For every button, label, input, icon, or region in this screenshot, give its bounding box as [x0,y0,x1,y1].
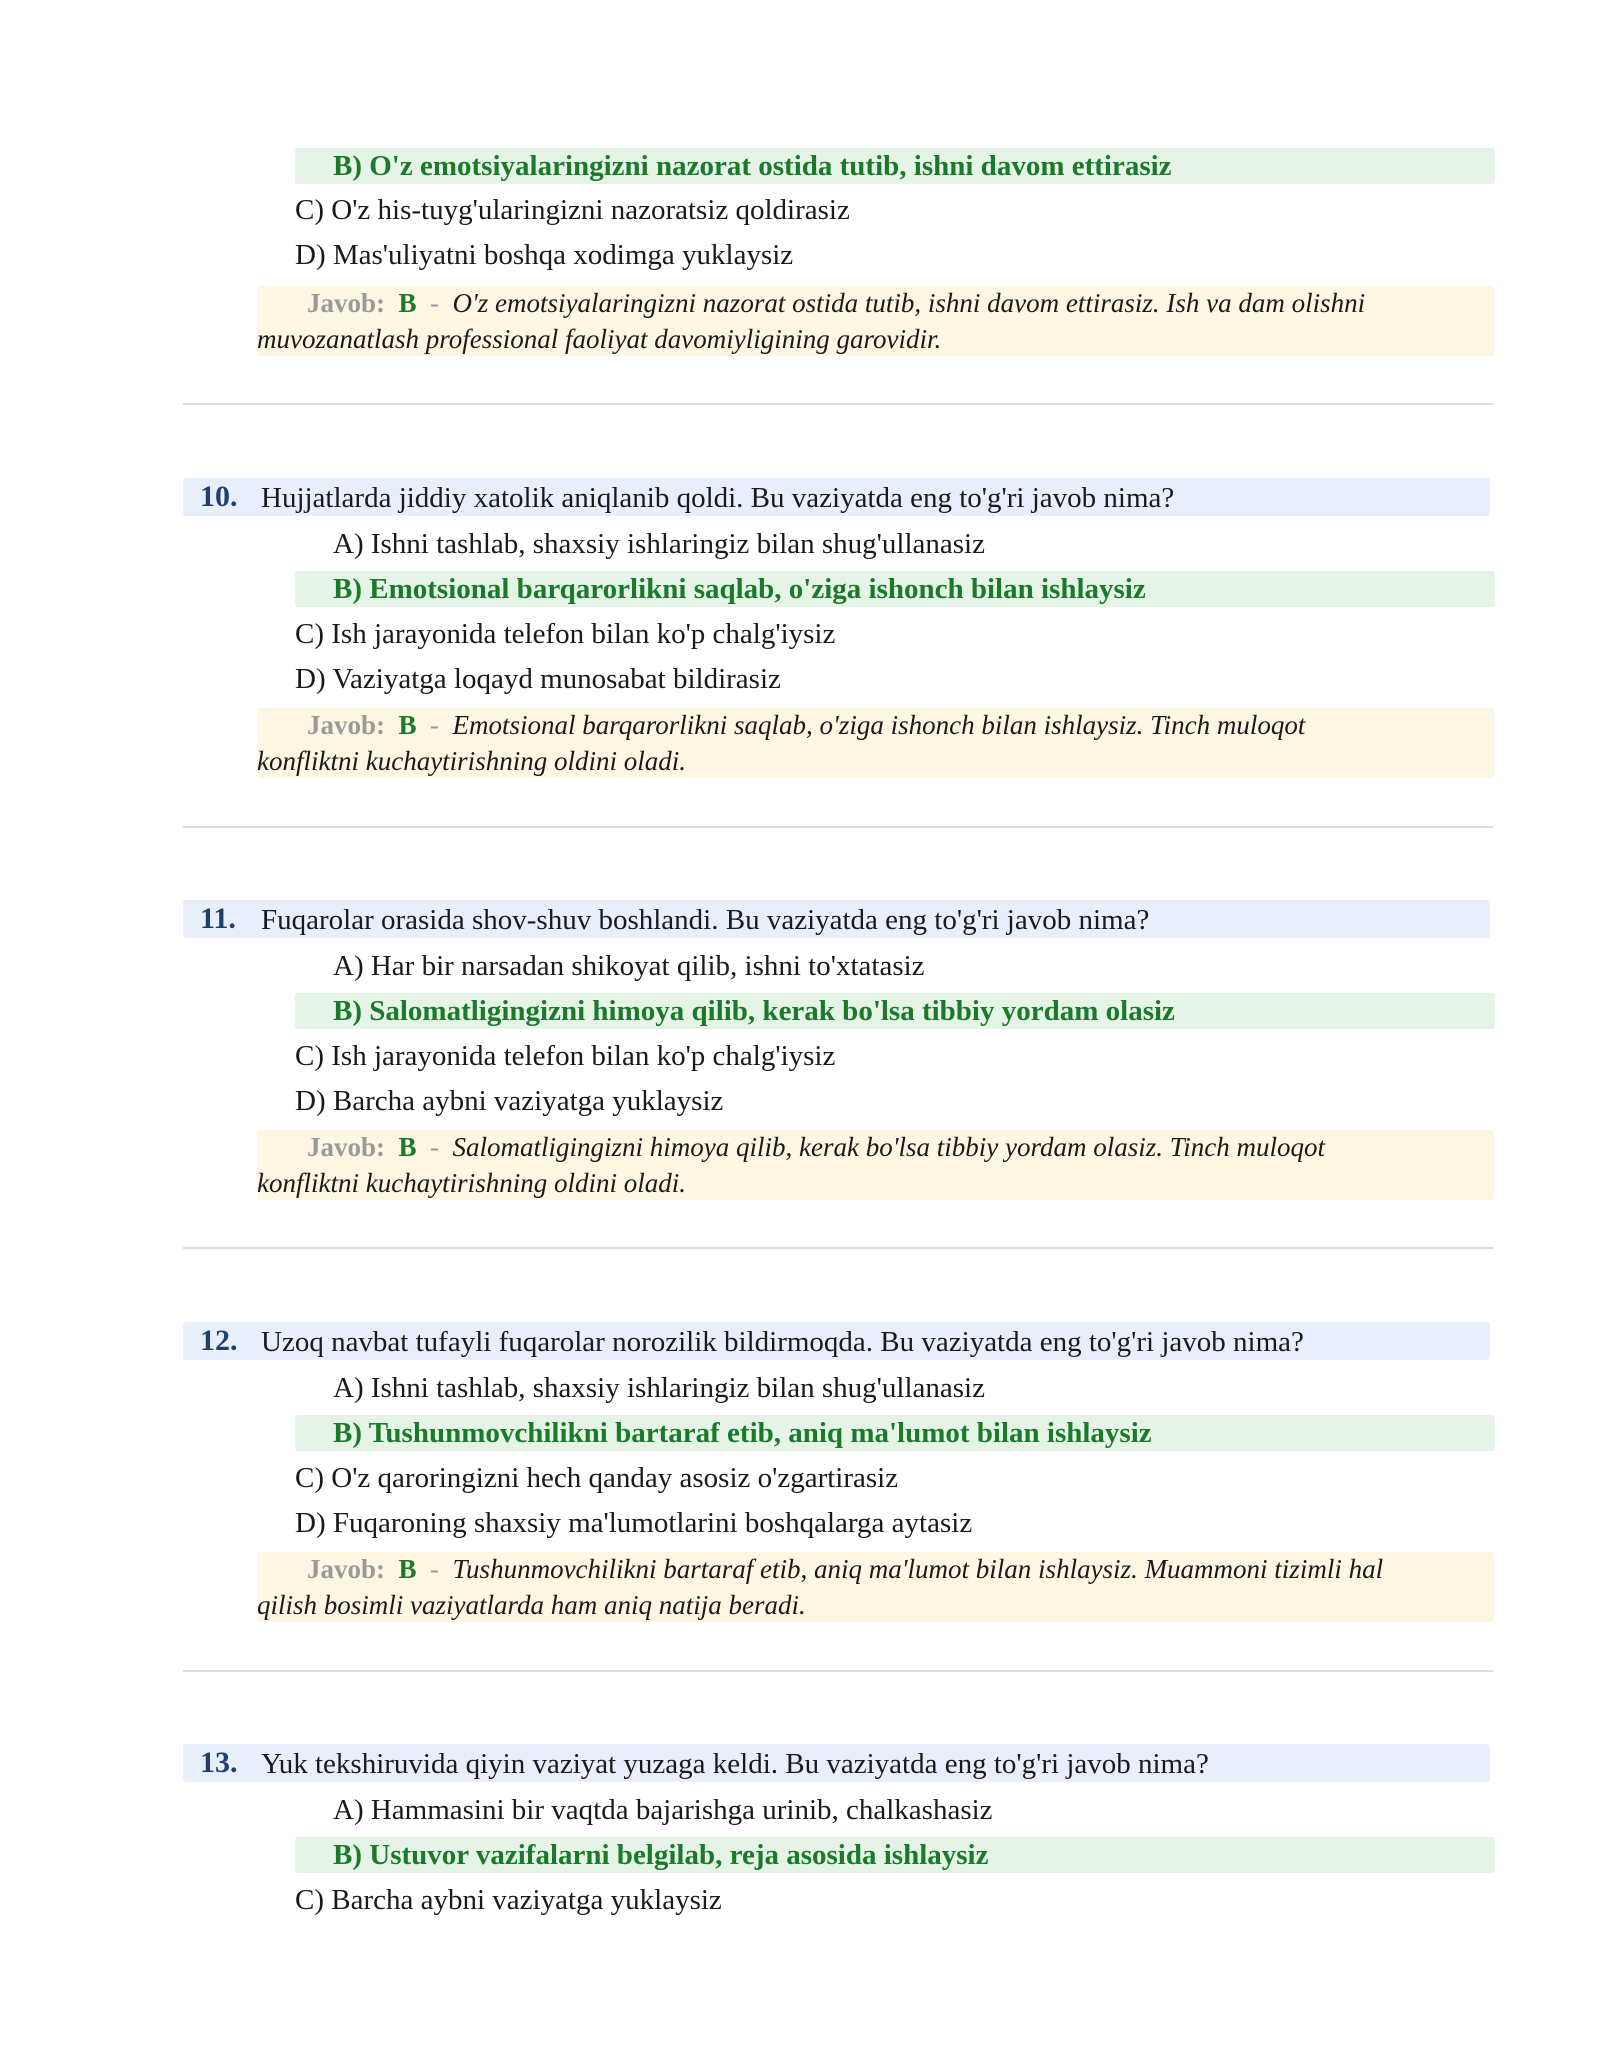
answer-letter: B [398,710,417,740]
question-header [183,1744,1490,1782]
answer-box [257,708,1494,778]
answer-letter: B [398,288,417,318]
answer-explanation-1: Emotsional barqarorlikni saqlab, o'ziga ishonch bilan ishlaysiz. Tinch muloqot [452,710,1306,740]
answer-explanation-1: Salomatligingizni himoya qilib, kerak bo'lsa tibbiy yordam olasiz. Tinch muloqot [452,1132,1326,1162]
option-d: D) Barcha aybni vaziyatga yuklaysiz [295,1085,724,1117]
option-b-label: B) Ustuvor vazifalarni belgilab, reja asosida ishlaysiz [333,1839,989,1871]
option-a: A) Ishni tashlab, shaxsiy ishlaringiz bilan shug'ullanasiz [333,1372,985,1404]
correct-option [295,993,1495,1029]
question-number: 13. [200,1746,238,1779]
answer-dash: - [430,288,440,318]
option-a: A) Har bir narsadan shikoyat qilib, ishni to'xtatasiz [333,950,925,982]
question-text: Fuqarolar orasida shov-shuv boshlandi. Bu vaziyatda eng to'g'ri javob nima? [261,904,1150,936]
answer-explanation-2: muvozanatlash professional faoliyat davomiyligining garovidir. [257,324,942,354]
question-header [183,1322,1490,1360]
answer-label: Javob: [307,288,386,318]
divider [183,403,1493,405]
answer-dash: - [430,1132,440,1162]
answer-box [257,1552,1494,1622]
question-text: Hujjatlarda jiddiy xatolik aniqlanib qoldi. Bu vaziyatda eng to'g'ri javob nima? [261,482,1175,514]
answer-explanation-2: konfliktni kuchaytirishning oldini oladi. [257,1168,686,1198]
option-d: D) Vaziyatga loqayd munosabat bildirasiz [295,663,781,695]
option-d: D) Fuqaroning shaxsiy ma'lumotlarini boshqalarga aytasiz [295,1507,973,1539]
option-b-label: B) Tushunmovchilikni bartaraf etib, aniq ma'lumot bilan ishlaysiz [333,1417,1152,1449]
question-number: 12. [200,1324,238,1357]
option-d: D) Mas'uliyatni boshqa xodimga yuklaysiz [295,239,794,271]
correct-option [295,571,1495,607]
answer-label: Javob: [307,710,386,740]
answer-line-1 [307,286,1365,320]
answer-dash: - [430,710,440,740]
option-c: C) O'z his-tuyg'ularingizni nazoratsiz qoldirasiz [295,194,850,226]
option-a: A) Ishni tashlab, shaxsiy ishlaringiz bilan shug'ullanasiz [333,528,985,560]
option-c: C) Barcha aybni vaziyatga yuklaysiz [295,1884,722,1916]
option-c: C) O'z qaroringizni hech qanday asosiz o'zgartirasiz [295,1462,899,1494]
answer-box [257,286,1494,356]
option-b-label: B) O'z emotsiyalaringizni nazorat ostida tutib, ishni davom ettirasiz [333,150,1172,182]
divider [183,1670,1493,1672]
question-number: 11. [200,902,236,935]
option-a: A) Hammasini bir vaqtda bajarishga urinib, chalkashasiz [333,1794,993,1826]
divider [183,826,1493,828]
question-text: Yuk tekshiruvida qiyin vaziyat yuzaga keldi. Bu vaziyatda eng to'g'ri javob nima? [261,1748,1209,1780]
question-header [183,478,1490,516]
answer-line-1 [307,708,1305,742]
option-c: C) Ish jarayonida telefon bilan ko'p chalg'iysiz [295,1040,836,1072]
correct-option [295,1415,1495,1451]
option-c: C) Ish jarayonida telefon bilan ko'p chalg'iysiz [295,618,836,650]
answer-label: Javob: [307,1554,386,1584]
answer-explanation-1: Tushunmovchilikni bartaraf etib, aniq ma'lumot bilan ishlaysiz. Muammoni tizimli hal [452,1554,1384,1584]
answer-box [257,1130,1494,1200]
divider [183,1247,1493,1249]
answer-line-1 [307,1552,1383,1586]
answer-explanation-2: konfliktni kuchaytirishning oldini oladi. [257,746,686,776]
correct-option [295,148,1495,184]
answer-letter: B [398,1554,417,1584]
answer-letter: B [398,1132,417,1162]
answer-dash: - [430,1554,440,1584]
correct-option [295,1837,1495,1873]
option-b-label: B) Salomatligingizni himoya qilib, kerak bo'lsa tibbiy yordam olasiz [333,995,1175,1027]
answer-label: Javob: [307,1132,386,1162]
question-number: 10. [200,480,238,513]
question-header [183,900,1490,938]
answer-explanation-1: O'z emotsiyalaringizni nazorat ostida tutib, ishni davom ettirasiz. Ish va dam olishni [452,288,1366,318]
answer-explanation-2: qilish bosimli vaziyatlarda ham aniq natija beradi. [257,1590,806,1620]
answer-line-1 [307,1130,1325,1164]
question-text: Uzoq navbat tufayli fuqarolar norozilik bildirmoqda. Bu vaziyatda eng to'g'ri javob nima? [261,1326,1304,1358]
option-b-label: B) Emotsional barqarorlikni saqlab, o'ziga ishonch bilan ishlaysiz [333,573,1146,605]
